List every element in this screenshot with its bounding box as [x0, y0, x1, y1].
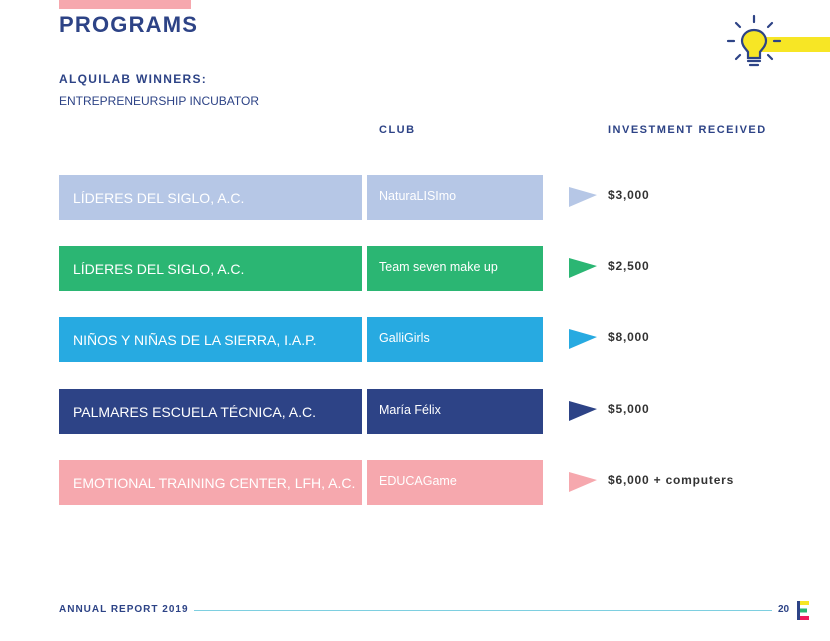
investment-amount: $8,000 — [608, 330, 650, 344]
section-subheading: ENTREPRENEURSHIP INCUBATOR — [59, 94, 260, 108]
logo-e-icon — [797, 601, 809, 620]
organization-cell: EMOTIONAL TRAINING CENTER, LFH, A.C. — [59, 460, 362, 505]
flag-icon — [567, 185, 599, 209]
winner-row — [0, 460, 830, 505]
investment-amount: $2,500 — [608, 259, 650, 273]
page-title: PROGRAMS — [59, 12, 199, 37]
column-header-club: CLUB — [379, 124, 416, 136]
page-number: 20 — [778, 604, 790, 615]
club-cell: María Félix — [367, 389, 543, 434]
organization-cell: PALMARES ESCUELA TÉCNICA, A.C. — [59, 389, 362, 434]
winner-row — [0, 246, 830, 291]
club-cell: NaturaLISImo — [367, 175, 543, 220]
organization-cell: NIÑOS Y NIÑAS DE LA SIERRA, I.A.P. — [59, 317, 362, 362]
top-accent-bar — [59, 0, 191, 9]
winner-row — [0, 389, 830, 434]
flag-icon — [567, 399, 599, 423]
lightbulb-icon — [722, 14, 830, 72]
club-cell: EDUCAGame — [367, 460, 543, 505]
flag-icon — [567, 327, 599, 351]
footer-label: ANNUAL REPORT 2019 — [59, 604, 189, 615]
section-subtitle: ALQUILAB WINNERS: — [59, 72, 208, 86]
flag-icon — [567, 256, 599, 280]
investment-amount: $6,000 + computers — [608, 473, 735, 487]
footer-divider — [194, 610, 772, 611]
organization-cell: LÍDERES DEL SIGLO, A.C. — [59, 246, 362, 291]
winner-row — [0, 175, 830, 220]
investment-amount: $5,000 — [608, 402, 650, 416]
club-cell: GalliGirls — [367, 317, 543, 362]
column-header-investment: INVESTMENT RECEIVED — [608, 124, 767, 136]
winner-row — [0, 317, 830, 362]
flag-icon — [567, 470, 599, 494]
organization-cell: LÍDERES DEL SIGLO, A.C. — [59, 175, 362, 220]
club-cell: Team seven make up — [367, 246, 543, 291]
investment-amount: $3,000 — [608, 188, 650, 202]
